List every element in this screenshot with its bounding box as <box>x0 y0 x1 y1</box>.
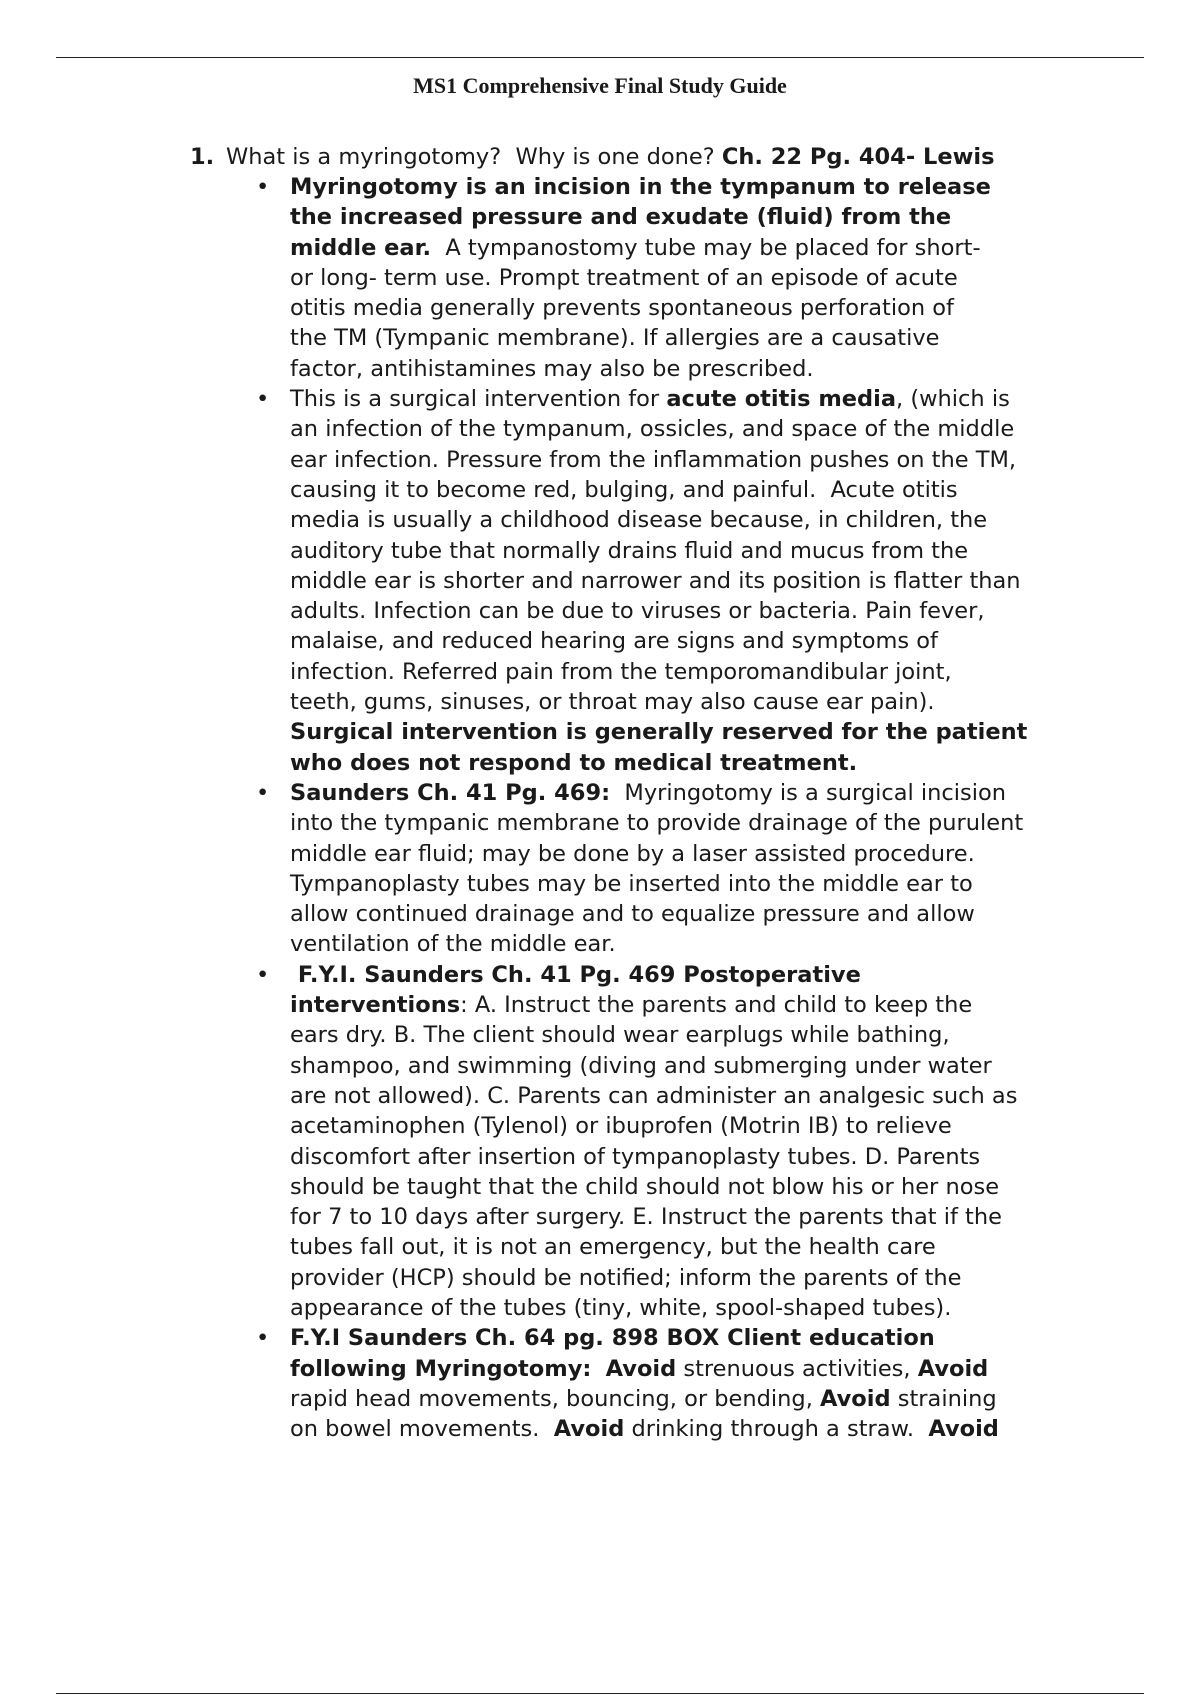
body-text: for 7 to 10 days after surgery. E. Instruct the parents that if the <box>290 1204 1002 1231</box>
bold-text: Avoid <box>928 1416 999 1443</box>
bold-text: acute otitis media <box>666 386 897 413</box>
text-line <box>290 1293 1100 1323</box>
body-text <box>591 1356 605 1382</box>
body-text: Myringotomy is a surgical incision <box>610 779 1007 806</box>
bold-text: who does not respond to medical treatment. <box>290 749 858 776</box>
text-line <box>290 1263 1100 1293</box>
text-line <box>290 293 1100 323</box>
body-text: on bowel movements. <box>290 1416 554 1443</box>
body-text: A tympanostomy tube may be placed for short- <box>431 234 981 261</box>
answer-bullet <box>256 1323 1100 1444</box>
body-text: the TM (Tympanic membrane). If allergies are a causative <box>290 325 940 352</box>
text-line <box>290 839 1100 869</box>
body-text: : A. Instruct the parents and child to keep the <box>460 992 973 1019</box>
body-text: factor, antihistamines may also be prescribed. <box>290 355 814 382</box>
bold-text: F.Y.I. Saunders Ch. 41 Pg. 469 Postoperative <box>290 961 861 988</box>
body-text: strenuous activities, <box>676 1355 918 1382</box>
body-text: acetaminophen (Tylenol) or ibuprofen (Motrin IB) to relieve <box>290 1113 952 1140</box>
body-text: or long- term use. Prompt treatment of an episode of acute <box>290 264 958 291</box>
body-text: causing it to become red, bulging, and painful. Acute otitis <box>290 476 958 503</box>
bold-text: following Myringotomy: <box>290 1355 592 1382</box>
text-line <box>290 626 1100 656</box>
text-line <box>290 1202 1100 1232</box>
body-text: otitis media generally prevents spontaneous perforation of <box>290 295 954 322</box>
bold-text: Surgical intervention is generally reserved for the patient <box>290 719 1028 746</box>
bullet-marker: • <box>256 779 270 806</box>
text-line <box>290 1111 1100 1141</box>
text-line <box>290 1051 1100 1081</box>
text-line <box>290 808 1100 838</box>
body-text: This is a surgical intervention for <box>290 386 667 413</box>
text-line <box>290 748 1100 778</box>
body-text: drinking through a straw. <box>624 1416 929 1443</box>
body-text: tubes fall out, it is not an emergency, but the health care <box>290 1234 936 1261</box>
bold-text: Myringotomy is an incision in the tympanum to release <box>290 174 991 200</box>
body-text: shampoo, and swimming (diving and submerging under water <box>290 1052 992 1079</box>
text-line <box>290 445 1100 475</box>
body-text: , (which is <box>896 386 1010 413</box>
text-line <box>290 475 1100 505</box>
text-line <box>290 1323 1100 1353</box>
bullet-marker: • <box>256 961 270 988</box>
text-line <box>290 354 1100 384</box>
question-text: What is a myringotomy? Why is one done? <box>226 144 722 170</box>
text-line <box>290 1414 1100 1444</box>
text-line <box>290 929 1100 959</box>
text-line <box>290 566 1100 596</box>
top-rule <box>56 57 1144 58</box>
text-line <box>290 1020 1100 1050</box>
bold-text: the increased pressure and exudate (fluid) from the <box>290 204 952 231</box>
text-line <box>290 960 1100 990</box>
bold-text: interventions <box>290 992 461 1019</box>
text-line <box>290 899 1100 929</box>
bold-text: Saunders Ch. 41 Pg. 469: <box>290 779 611 806</box>
body-text: allow continued drainage and to equalize pressure and allow <box>290 901 975 928</box>
text-line <box>290 596 1100 626</box>
body-text: appearance of the tubes (tiny, white, spool-shaped tubes). <box>290 1294 952 1321</box>
text-line <box>290 1142 1100 1172</box>
bullet-marker: • <box>256 386 270 413</box>
bold-text: Avoid <box>917 1355 989 1382</box>
text-line <box>290 172 1100 202</box>
answer-bullet <box>256 172 1100 384</box>
bold-text: F.Y.I Saunders Ch. 64 pg. 898 BOX Client education <box>290 1325 935 1352</box>
text-line <box>290 687 1100 717</box>
body-text: Tympanoplasty tubes may be inserted into the middle ear to <box>290 870 973 897</box>
question-reference: Ch. 22 Pg. 404- Lewis <box>721 144 995 170</box>
text-line <box>290 990 1100 1020</box>
text-line <box>290 869 1100 899</box>
text-line <box>290 202 1100 232</box>
answer-bullet <box>256 778 1100 960</box>
body-text: infection. Referred pain from the temporomandibular joint, <box>290 658 952 685</box>
body-text: ears dry. B. The client should wear earplugs while bathing, <box>290 1022 950 1049</box>
document-title: MS1 Comprehensive Final Study Guide <box>413 73 787 98</box>
text-line <box>290 414 1100 444</box>
text-line <box>290 263 1100 293</box>
answer-bullet <box>256 960 1100 1324</box>
text-line <box>290 1384 1100 1414</box>
bold-text: Avoid <box>605 1355 677 1382</box>
body-text: teeth, gums, sinuses, or throat may also cause ear pain). <box>290 689 935 716</box>
body-text: an infection of the tympanum, ossicles, and space of the middle <box>290 416 1015 443</box>
body-text: should be taught that the child should not blow his or her nose <box>290 1173 1000 1200</box>
body-text: ear infection. Pressure from the inflammation pushes on the TM, <box>290 446 1017 473</box>
text-line <box>290 1081 1100 1111</box>
text-line <box>290 717 1100 747</box>
text-line <box>290 536 1100 566</box>
body-text: ventilation of the middle ear. <box>290 931 616 958</box>
text-line <box>290 1232 1100 1262</box>
text-line <box>290 505 1100 535</box>
bullet-marker: • <box>256 174 270 200</box>
text-line <box>290 657 1100 687</box>
bold-text: middle ear. <box>290 234 432 261</box>
body-text: into the tympanic membrane to provide drainage of the purulent <box>290 810 1024 837</box>
body-text: are not allowed). C. Parents can administer an analgesic such as <box>290 1082 1018 1109</box>
bold-text: Avoid <box>553 1416 625 1443</box>
body-text: discomfort after insertion of tympanoplasty tubes. D. Parents <box>290 1143 981 1170</box>
text-line <box>290 323 1100 353</box>
body-text: auditory tube that normally drains fluid and mucus from the <box>290 537 969 564</box>
bold-text: Avoid <box>820 1385 891 1412</box>
text-line <box>290 1172 1100 1202</box>
body-text: rapid head movements, bouncing, or bending, <box>290 1385 821 1412</box>
text-line <box>290 778 1100 808</box>
answer-bullet-list <box>256 172 1100 1444</box>
body-text: media is usually a childhood disease because, in children, the <box>290 507 988 534</box>
body-text: straining <box>890 1385 997 1412</box>
body-text: middle ear fluid; may be done by a laser assisted procedure. <box>290 840 975 867</box>
bottom-rule <box>56 1693 1144 1694</box>
body-text: provider (HCP) should be notified; inform the parents of the <box>290 1264 962 1291</box>
text-line <box>290 233 1100 263</box>
bullet-marker: • <box>256 1325 270 1352</box>
body-text: adults. Infection can be due to viruses or bacteria. Pain fever, <box>290 598 985 625</box>
question-1 <box>190 142 1090 172</box>
question-number: 1. <box>190 144 215 170</box>
body-text: malaise, and reduced hearing are signs and symptoms of <box>290 628 938 655</box>
body-text: middle ear is shorter and narrower and its position is flatter than <box>290 567 1021 594</box>
text-line <box>290 384 1100 414</box>
answer-bullet <box>256 384 1100 778</box>
text-line <box>290 1354 1100 1384</box>
